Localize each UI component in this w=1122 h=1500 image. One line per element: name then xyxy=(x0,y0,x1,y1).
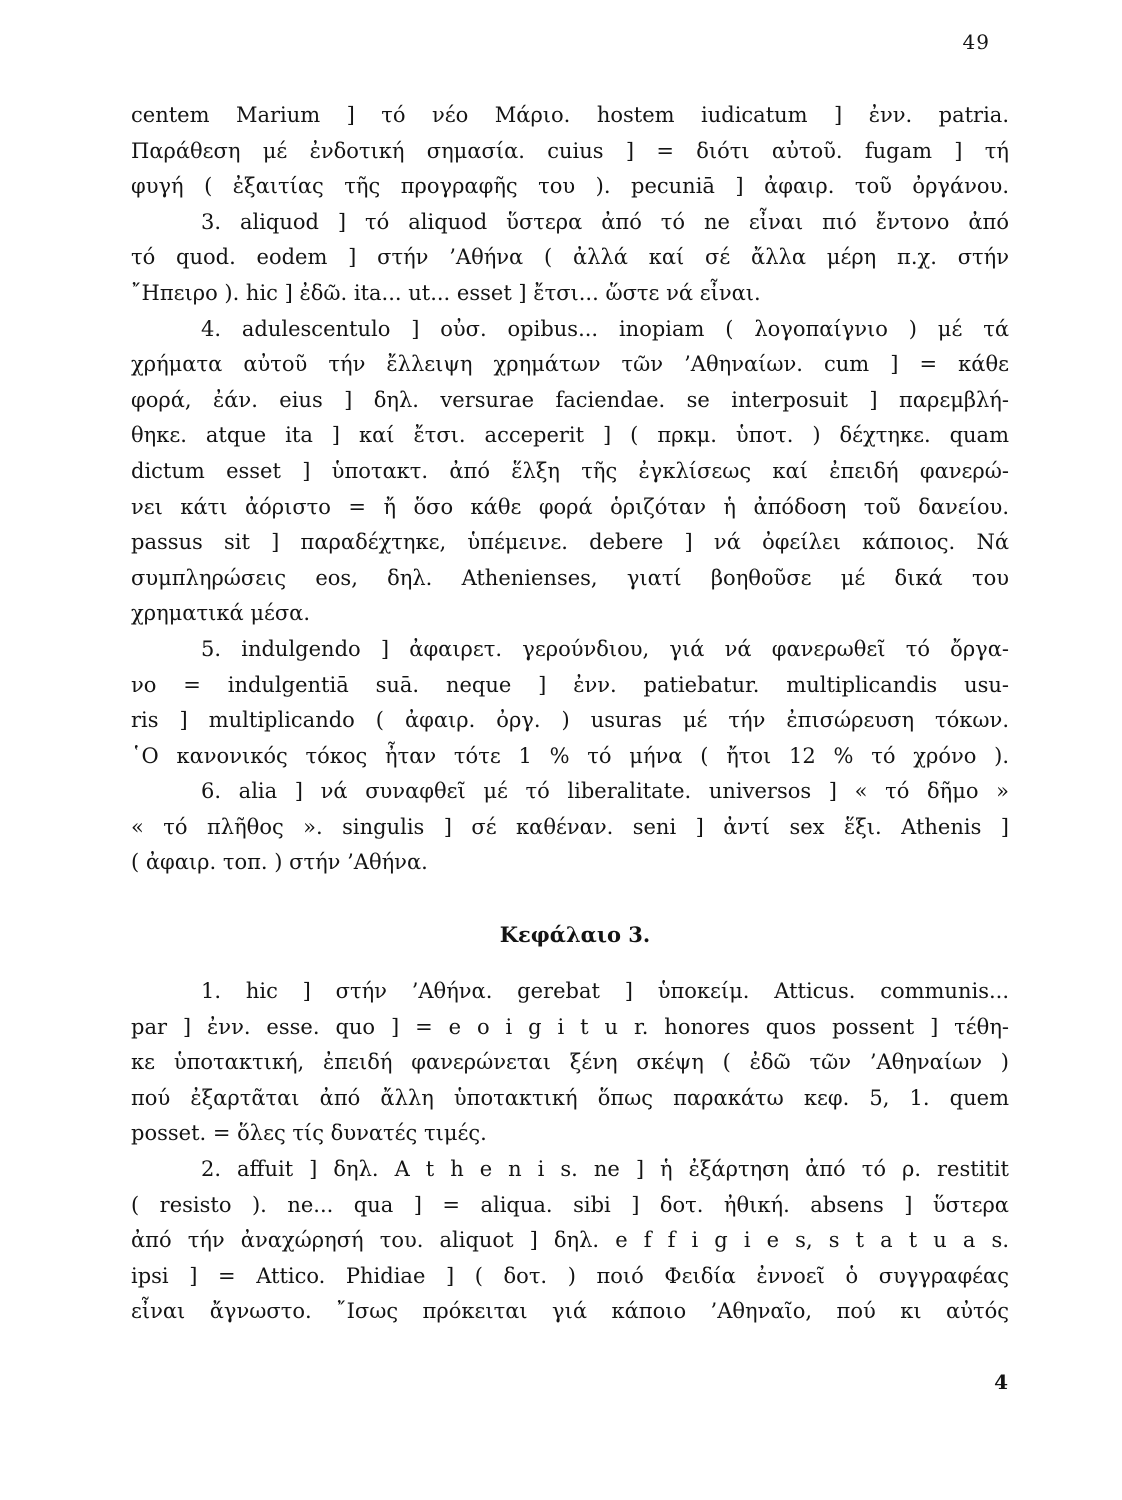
text-line: posset. = ὅλες τίς δυνατές τιμές. xyxy=(131,1121,487,1146)
commentary-section-chapter-2 xyxy=(131,98,1009,881)
text-line: ( resisto ). ne... qua ] = aliqua. sibi ] δοτ. ἠθική. absens ] ὕστερα xyxy=(131,1192,1009,1217)
commentary-body xyxy=(131,98,1009,1330)
text-line: centem Marium ] τό νέο Μάριο. hostem iudicatum ] ἐνν. patria. xyxy=(131,103,1009,127)
text-line: ῎Ηπειρο ). hic ] ἐδῶ. ita... ut... esset ] ἔτσι... ὥστε νά εἶναι. xyxy=(131,280,761,305)
text-line: dictum esset ] ὑποτακτ. ἀπό ἕλξη τῆς ἐγκλίσεως καί ἐπειδή φανερώ- xyxy=(131,458,1009,483)
text-line: 3. aliquod ] τό aliquod ὕστερα ἀπό τό ne εἶναι πιό ἔντονο ἀπό xyxy=(201,209,1009,234)
text-line: νει κάτι ἀόριστο = ἤ ὅσο κάθε φορά ὁριζόταν ἡ ἀπόδοση τοῦ δανείου. xyxy=(131,494,1009,519)
text-line: πού ἐξαρτᾶται ἀπό ἄλλη ὑποτακτική ὅπως παρακάτω κεφ. 5, 1. quem xyxy=(131,1085,1009,1110)
chapter-heading: Κεφάλαιο 3. xyxy=(499,922,651,948)
text-line: τό quod. eodem ] στήν ’Αθήνα ( ἀλλά καί σέ ἄλλα μέρη π.χ. στήν xyxy=(131,245,1009,270)
text-line: passus sit ] παραδέχτηκε, ὑπέμεινε. debere ] νά ὀφείλει κάποιος. Νά xyxy=(131,530,1009,555)
page-number: 49 xyxy=(962,30,990,54)
text-line: ris ] multiplicando ( ἀφαιρ. ὀργ. ) usuras μέ τήν ἐπισώρευση τόκων. xyxy=(131,708,1009,733)
text-line: « τό πλῆθος ». singulis ] σέ καθέναν. seni ] ἀντί sex ἕξι. Athenis ] xyxy=(131,814,1009,839)
text-line: 2. affuit ] δηλ. A t h e n i s. ne ] ἡ ἐξάρτηση ἀπό τό ρ. restitit xyxy=(201,1157,1009,1182)
text-line: ipsi ] = Attico. Phidiae ] ( δοτ. ) ποιό Φειδία ἐννοεῖ ὁ συγγραφέας xyxy=(131,1263,1009,1288)
text-line: εἶναι ἄγνωστο. ῎Ισως πρόκειται γιά κάποιο ’Αθηναῖο, πού κι αὐτός xyxy=(131,1299,1009,1324)
text-line: 1. hic ] στήν ’Αθήνα. gerebat ] ὑποκείμ. Atticus. communis... xyxy=(201,979,1009,1004)
text-line: ἀπό τήν ἀναχώρησή του. aliquot ] δηλ. e f f i g i e s, s t a t u a s. xyxy=(131,1228,1009,1253)
text-line: φυγή ( ἐξαιτίας τῆς προγραφῆς του ). pecuniā ] ἀφαιρ. τοῦ ὀργάνου. xyxy=(131,174,1009,199)
text-line: νο = indulgentiā suā. neque ] ἐνν. patiebatur. multiplicandis usu- xyxy=(131,672,1009,697)
text-line: Παράθεση μέ ἐνδοτική σημασία. cuius ] = διότι αὐτοῦ. fugam ] τή xyxy=(131,138,1009,163)
text-line: ( ἀφαιρ. τοπ. ) στήν ’Αθήνα. xyxy=(131,850,428,875)
text-line: par ] ἐνν. esse. quo ] = e o i g i t u r. honores quos possent ] τέθη- xyxy=(131,1014,1009,1039)
text-line: ῾Ο κανονικός τόκος ἦταν τότε 1 % τό μήνα ( ἤτοι 12 % τό χρόνο ). xyxy=(131,743,1009,768)
text-line: 4. adulescentulo ] οὐσ. opibus... inopiam ( λογοπαίγνιο ) μέ τά xyxy=(201,316,1009,341)
text-line: 5. indulgendo ] ἀφαιρετ. γερούνδιου, γιά νά φανερωθεῖ τό ὄργα- xyxy=(201,636,1009,661)
text-line: χρηματικά μέσα. xyxy=(131,601,311,626)
text-line: θηκε. atque ita ] καί ἔτσι. acceperit ] ( πρκμ. ὑποτ. ) δέχτηκε. quam xyxy=(131,423,1009,448)
commentary-section-chapter-3 xyxy=(131,974,1009,1330)
text-line: κε ὑποτακτική, ἐπειδή φανερώνεται ξένη σκέψη ( ἐδῶ τῶν ’Αθηναίων ) xyxy=(131,1050,1009,1075)
text-line: 6. alia ] νά συναφθεῖ μέ τό liberalitate. universos ] « τό δῆμο » xyxy=(201,779,1009,804)
text-line: φορά, ἐάν. eius ] δηλ. versurae faciendae. se interposuit ] παρεμβλή- xyxy=(131,387,1009,412)
text-line: συμπληρώσεις eos, δηλ. Athenienses, γιατί βοηθοῦσε μέ δικά του xyxy=(131,565,1009,590)
signature-mark: 4 xyxy=(994,1370,1008,1394)
text-line: χρήματα αὐτοῦ τήν ἔλλειψη χρημάτων τῶν ’Αθηναίων. cum ] = κάθε xyxy=(131,352,1009,377)
